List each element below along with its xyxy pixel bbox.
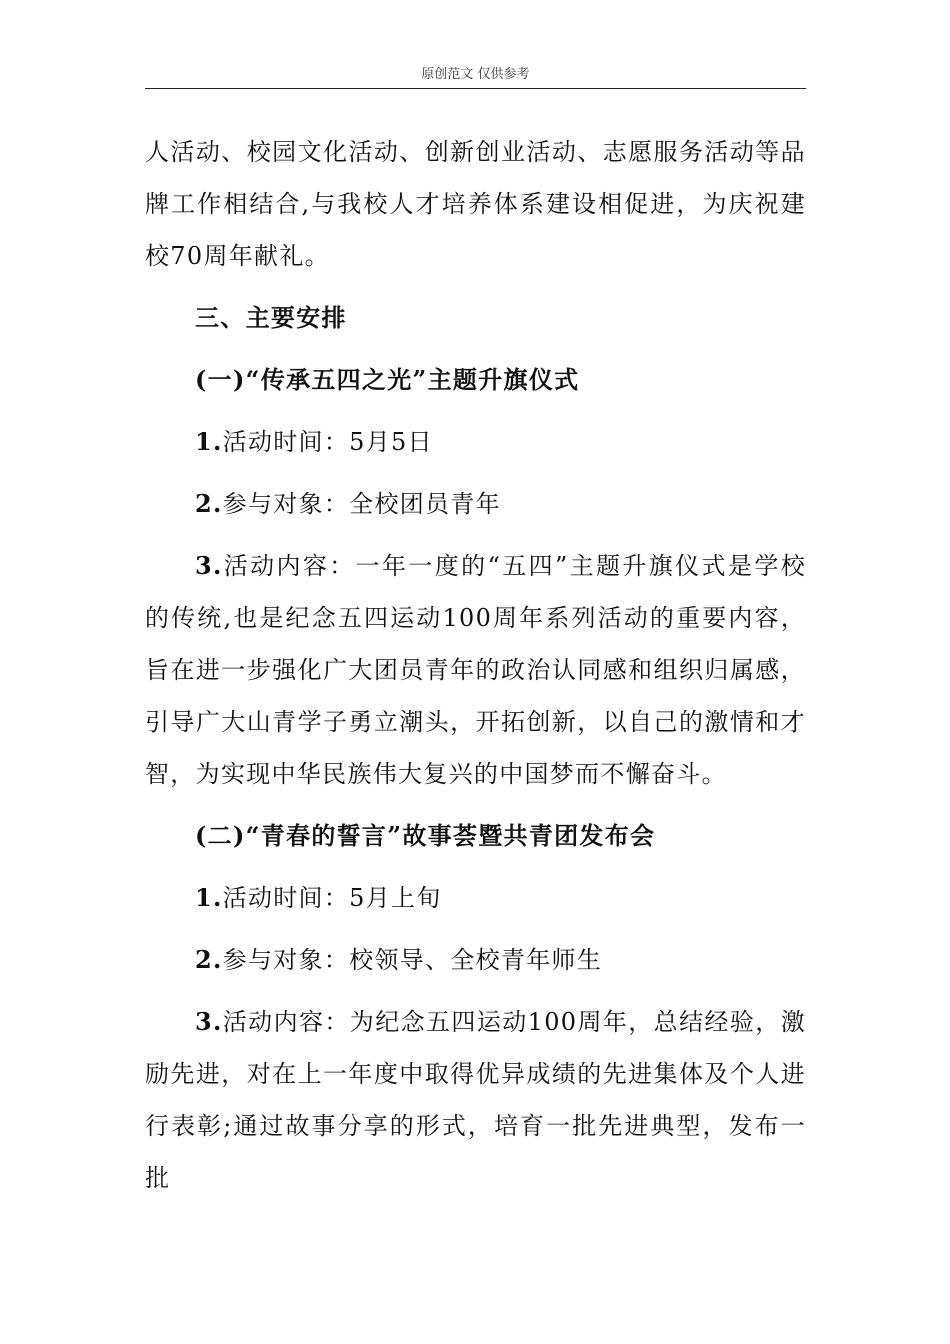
- subsection-title-flag-ceremony: (一)“传承五四之光”主题升旗仪式: [195, 365, 580, 394]
- participants-text: 参与对象：全校团员青年: [222, 490, 501, 518]
- item-number: 2.: [195, 945, 223, 974]
- intro-paragraph: 人活动、校园文化活动、创新创业活动、志愿服务活动等品牌工作相结合,与我校人才培养体系建设相促进，为庆祝建校70周年献礼。: [145, 138, 806, 270]
- participants-2: [145, 934, 806, 986]
- activity-content-text: 活动内容：一年一度的“五四”主题升旗仪式是学校的传统,也是纪念五四运动100周年系列活动的重要内容，旨在进一步强化广大团员青年的政治认同感和组织归属感，引导广大山青学子勇立潮头，开拓创新，以自己的激情和才智，为实现中华民族伟大复兴的中国梦而不懈奋斗。: [145, 552, 806, 788]
- participants-text: 参与对象：校领导、全校青年师生: [222, 946, 603, 974]
- header-text: 原创范文 仅供参考: [421, 67, 530, 82]
- activity-time-1: [145, 416, 806, 468]
- item-number: 2.: [195, 489, 223, 518]
- item-number: 3.: [195, 551, 223, 580]
- activity-time-text: 活动时间：5月上旬: [222, 884, 442, 912]
- activity-content-1: [145, 540, 806, 800]
- subsection-title-youth-oath: (二)“青春的誓言”故事荟暨共青团发布会: [195, 821, 656, 850]
- participants-1: [145, 478, 806, 530]
- activity-content-text: 活动内容：为纪念五四运动100周年，总结经验，激励先进，对在上一年度中取得优异成绩的先进集体及个人进行表彰;通过故事分享的形式，培育一批先进典型，发布一批: [145, 1008, 806, 1192]
- activity-content-2: [145, 996, 806, 1204]
- item-number: 1.: [195, 883, 223, 912]
- item-number: 1.: [195, 427, 223, 456]
- document-body: [145, 126, 806, 1204]
- activity-time-2: [145, 872, 806, 924]
- page-header: [145, 66, 806, 89]
- item-number: 3.: [195, 1007, 223, 1036]
- activity-time-text: 活动时间：5月5日: [222, 428, 433, 456]
- section-title-main-arrangements: 三、主要安排: [195, 303, 347, 332]
